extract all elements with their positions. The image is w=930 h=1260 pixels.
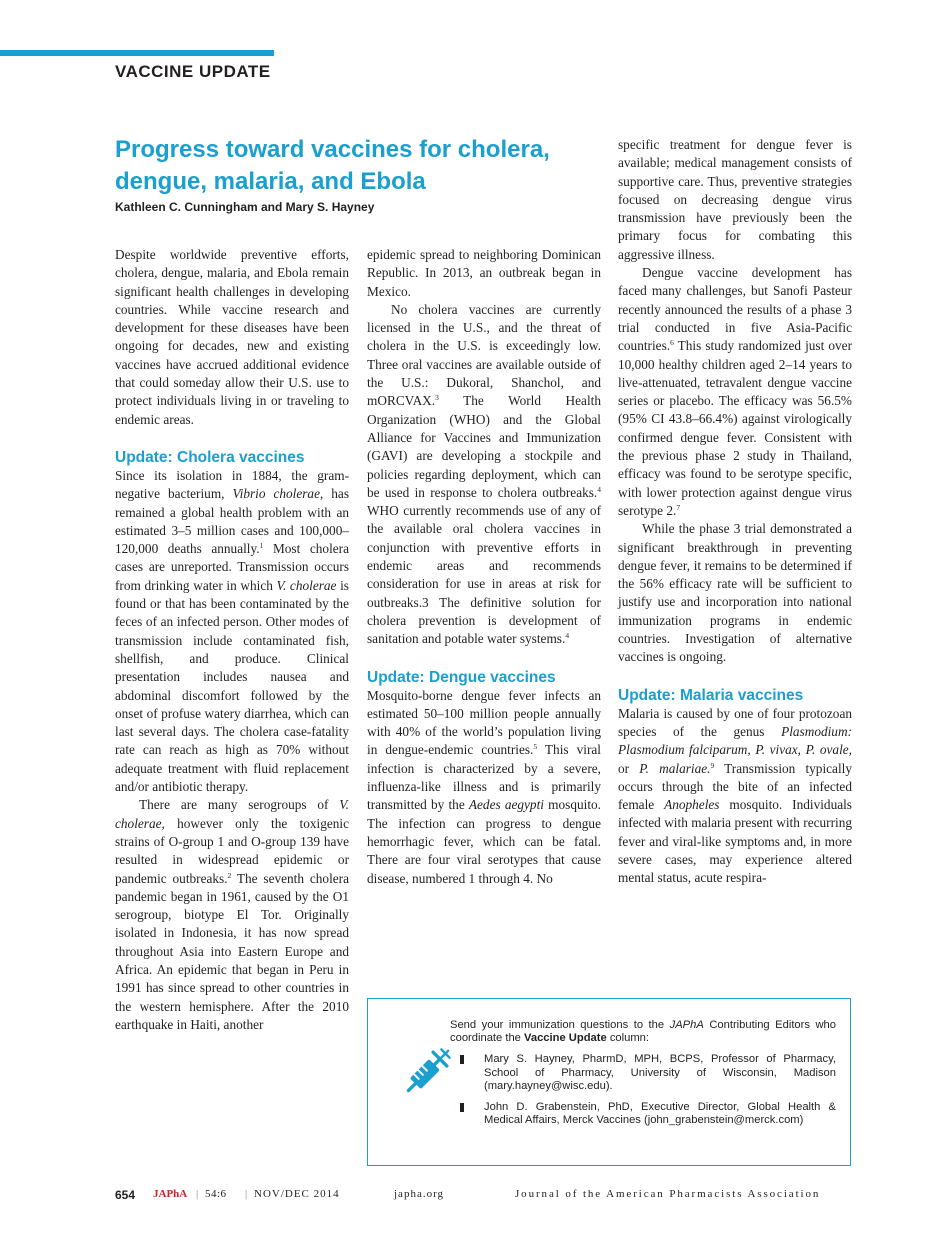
malaria-heading: Update: Malaria vaccines (618, 686, 804, 704)
editor-item: John D. Grabenstein, PhD, Executive Director, Global Health & Medical Affairs, Merck Vaccines (john_grabenstein@merck.com) (450, 1101, 836, 1127)
section-label: VACCINE UPDATE (115, 62, 271, 81)
cholera-paragraph-1: Since its isolation in 1884, the gram-negative bacterium, Vibrio cholerae, has remained a global health problem with an estimated 3–5 million cases and 100,000–120,000 deaths annually.$^1$ Most cholera cases are unreported. Transmission occurs from drinking water in which V. cholerae is found or that has been contaminated by the feces of an infected person. Other modes of transmission include contaminated fish, shellfish, and produce. Clinical presentation includes nausea and abdominal discomfort followed by the onset of profuse watery diarrhea, which can last several days. The cholera case-fatality rate can reach as high as 70% without adequate treatment with fluid replacement and/or antibiotic therapy. (115, 467, 350, 795)
journal-url[interactable]: japha.org (394, 1188, 445, 1200)
column-2 (367, 246, 601, 888)
cholera-continued: epidemic spread to neighboring Dominican Republic. In 2013, an outbreak began in Mexico. (367, 247, 601, 299)
cholera-paragraph-2: There are many serogroups of V. cholerae, however only the toxigenic strains of O-group 1 and O-group 139 have resulted in widespread epidemic or pandemic outbreaks.$^2$ The seventh cholera pandemic began in 1961, caused by the O1 serogroup, biotype El Tor. Originally isolated in Indonesia, it has now spread throughout Asia into Eastern Europe and Africa. An epidemic that began in Peru in 1991 has since spread to other countries in the western hemisphere. After the 2010 earthquake in Haiti, another (115, 797, 349, 1032)
page-number: 654 (115, 1188, 136, 1202)
article-title: Progress toward vaccines for cholera, dengue, malaria, and Ebola (115, 136, 550, 195)
cholera-heading: Update: Cholera vaccines (115, 448, 305, 466)
reference-1: 1 (259, 541, 264, 551)
dengue-paragraph-1: Mosquito-borne dengue fever infects an estimated 50–100 million people annually with 40% of the world’s population living in dengue-endemic countries.$^5$ This viral infection is characterized by a severe, influenza-like illness and is primarily transmitted by the Aedes aegypti mosquito. The infection can progress to dengue hemorrhagic fever, which can be fatal. There are four viral serotypes that cause disease, numbered 1 through 4. No (367, 687, 601, 886)
bullet-icon (460, 1055, 464, 1064)
malaria-paragraph-1: Malaria is caused by one of four protozoan species of the genus Plasmodium: Plasmodium falciparum, P. vivax, P. ovale, or P. malariae.$^9$ Transmission typically occurs through the bite of an infected female Anopheles mosquito. Individuals infected with malaria present with recurring fever and viral-like symptoms and, in more severe cases, may experience altered mental status, acute respira- (618, 705, 852, 886)
journal-abbrev: JAPhA (153, 1188, 188, 1200)
journal-name: Journal of the American Pharmacists Association (515, 1188, 821, 1200)
bullet-icon (460, 1103, 464, 1112)
issue-date: NOV/DEC 2014 (254, 1188, 340, 1200)
header-accent-bar (0, 50, 274, 56)
dengue-heading: Update: Dengue vaccines (367, 668, 556, 686)
dengue-continued: specific treatment for dengue fever is available; medical management consists of supportive care. Thus, preventive strategies focused on decreasing dengue virus transmission have previously been the primary focus for combating this aggressive illness. (618, 137, 852, 262)
footer-separator: | (196, 1188, 199, 1200)
intro-paragraph: Despite worldwide preventive efforts, cholera, dengue, malaria, and Ebola remain significant health challenges in developing countries. While vaccine research and development for these diseases have been ongoing for decades, new and existing vaccines have accrued additional evidence that could someday allow their U.S. use to protect individuals living in or traveling to endemic areas. (115, 247, 349, 427)
reference-2: 2 (227, 870, 232, 880)
cholera-vaccines-paragraph: No cholera vaccines are currently licensed in the U.S., and the threat of cholera in the U.S. is exceedingly low. Three oral vaccines are available outside of the U.S.: Dukoral, Shanchol, and mORCVAX.$^3$ The World Health Organization (WHO) and the Global Alliance for Vaccines and Immunization (GAVI) are developing a stockpile and policies regarding deployment, which can be used in response to cholera outbreaks.$^4$ WHO currently recommends use of any of the available oral cholera vaccines in conjunction with preventive efforts in endemic areas and recommends consideration for use in areas at risk for outbreaks.3 The definitive solution for cholera prevention is development of sanitation and potable water systems.$^4$ (367, 301, 601, 647)
footer-separator: | (245, 1188, 248, 1200)
issue-number: 54:6 (205, 1188, 227, 1200)
column-3 (618, 136, 852, 888)
page-footer (115, 1188, 855, 1206)
article-authors: Kathleen C. Cunningham and Mary S. Hayney (115, 200, 375, 214)
editor-item: Mary S. Hayney, PharmD, MPH, BCPS, Professor of Pharmacy, School of Pharmacy, University of Wisconsin, Madison (mary.hayney@wisc.edu). (450, 1053, 836, 1093)
box-intro: Send your immunization questions to the JAPhA Contributing Editors who coordinate the Vaccine Update column: (450, 1019, 836, 1045)
dengue-paragraph-3: While the phase 3 trial demonstrated a significant breakthrough in preventing dengue fever, it remains to be determined if the 56% efficacy rate will be sufficient to justify use and incorporation into national immunization programs in endemic countries. Investigation of alternative vaccines is ongoing. (618, 521, 852, 665)
box-text (450, 1019, 836, 1135)
contributing-editors-box (367, 998, 851, 1166)
column-1 (115, 246, 349, 1034)
dengue-paragraph-2: Dengue vaccine development has faced many challenges, but Sanofi Pasteur recently announced the results of a phase 3 trial conducted in five Asia-Pacific countries.$^6$ This study randomized just over 10,000 healthy children aged 2–14 years to live-attenuated, tetravalent dengue vaccine series or placebo. The efficacy was 56.5% (95% CI 43.8–66.4%) against virologically confirmed dengue fever. Consistent with the previous phase 2 study in Thailand, efficacy was found to be serotype specific, with lower protection against dengue virus serotype 2.$^7$ (618, 265, 852, 518)
